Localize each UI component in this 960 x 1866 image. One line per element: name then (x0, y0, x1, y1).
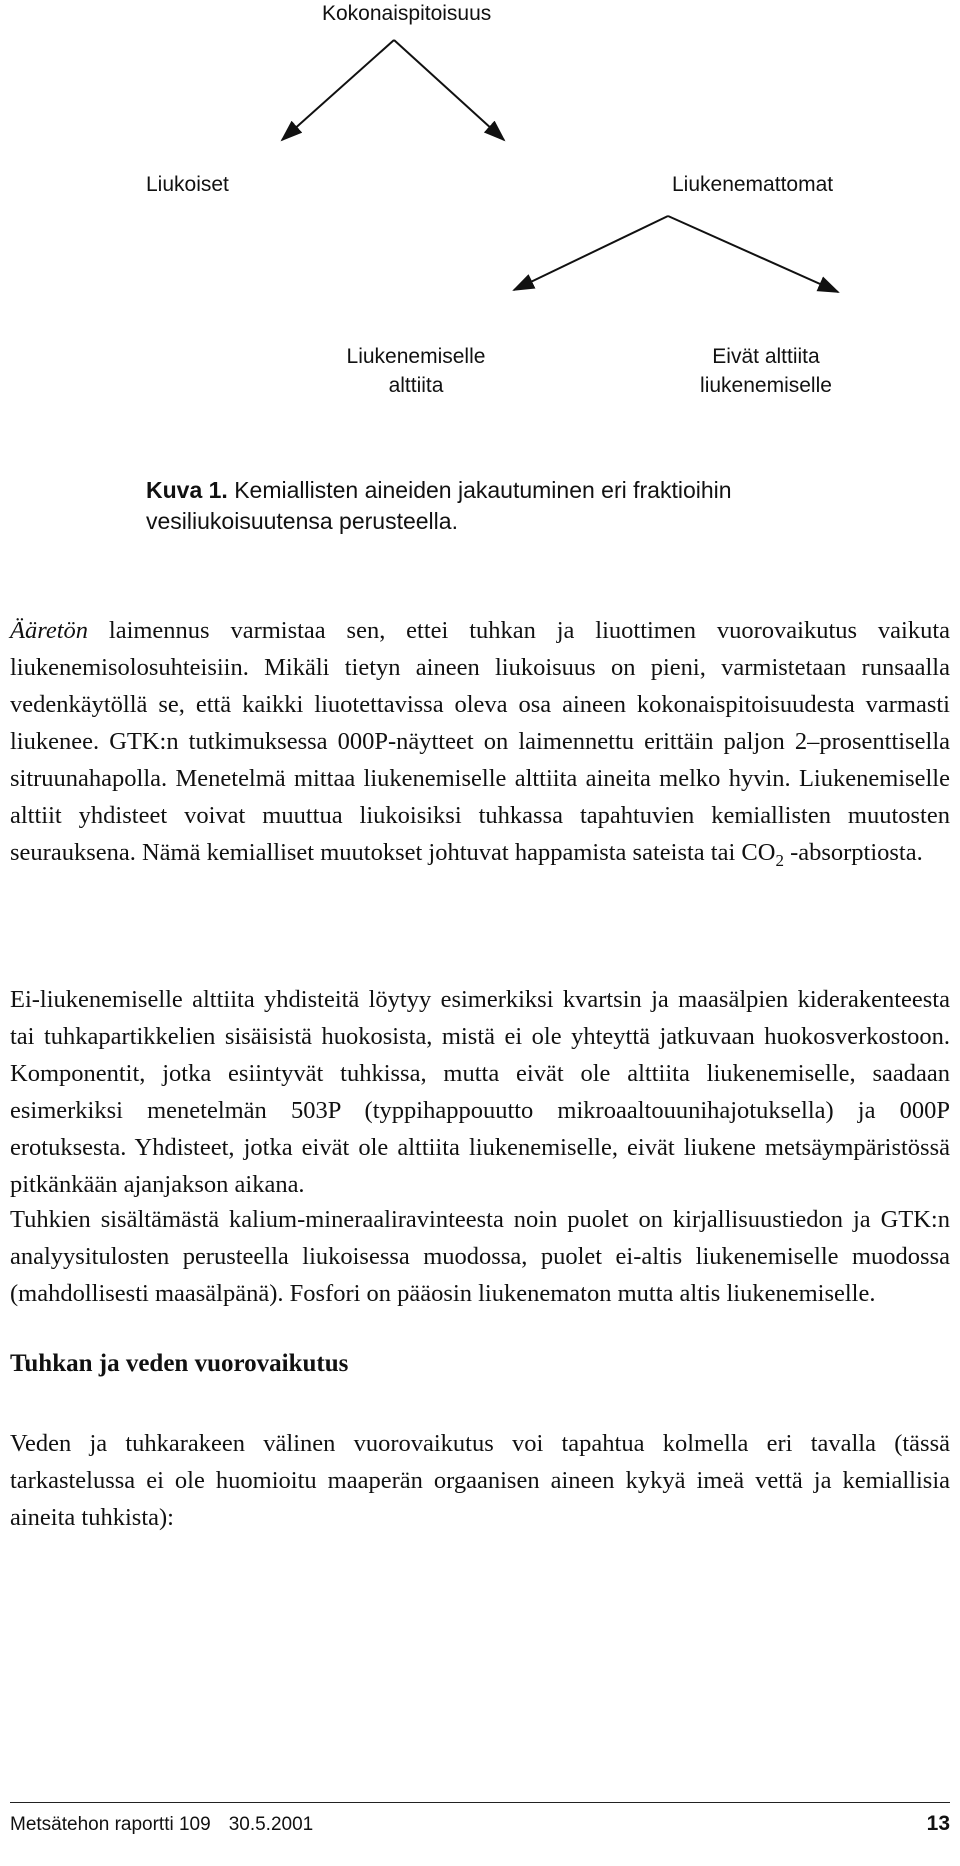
footer-date: 30.5.2001 (228, 1814, 314, 1835)
caption-label: Kuva 1. (146, 477, 228, 503)
node-soluble: Liukoiset (146, 173, 229, 196)
paragraph-1-text-b: -absorptiosta. (783, 839, 923, 866)
node-insoluble: Liukenemattomat (672, 173, 834, 196)
arrow-insoluble-right (668, 216, 838, 292)
caption-text-line2: vesiliukoisuutensa perusteella. (146, 508, 458, 534)
node-susceptible-line1: Liukenemiselle (346, 345, 486, 368)
paragraph-3: Tuhkien sisältämästä kalium-mineraaliravinteesta noin puolet on kirjallisuustiedon ja GTK:n analyysitulosten perusteella liukoisessa muodossa, puolet ei-altis liukenemiselle muodossa (mahdollisesti maasälpänä). Fosfori on pääosin liukenematon mutta altis liukenemiselle. (10, 1206, 950, 1307)
section-heading: Tuhkan ja veden vuorovaikutus (10, 1350, 349, 1377)
fraction-tree-diagram (0, 0, 960, 420)
paragraph-1-subscript: 2 (775, 850, 784, 870)
figure-caption (146, 475, 926, 537)
node-not-susceptible-line2: liukenemiselle (700, 374, 832, 397)
node-not-susceptible-line1: Eivät alttiita (712, 345, 820, 368)
footer-report: Metsätehon raportti 109 (10, 1814, 211, 1835)
paragraph-4: Veden ja tuhkarakeen välinen vuorovaikutus voi tapahtua kolmella eri tavalla (tässä tarkastelussa ei ole huomioitu maaperän orgaanisen aineen kykyä imeä vettä ja kemiallisia aineita tuhkista): (10, 1430, 950, 1531)
paragraph-1-italic: Ääretön (10, 617, 89, 644)
paragraph-2: Ei-liukenemiselle alttiita yhdisteitä löytyy esimerkiksi kvartsin ja maasälpien kiderakenteesta tai tuhkapartikkelien sisäisistä huokosista, mistä ei ole yhteyttä jatkuvaan huokosverkostoon. Komponentit, jotka esiintyvät tuhkissa, mutta eivät ole alttiita liukenemiselle, saadaan esimerkiksi menetelmän 503P (typpihappouutto mikroaaltouunihajotuksella) ja 000P erotuksesta. Yhdisteet, jotka eivät ole alttiita liukenemiselle, eivät liukene metsäympäristössä pitkänkään ajanjakson aikana. (10, 986, 950, 1198)
caption-line1 (146, 475, 926, 506)
page-number: 13 (926, 1812, 950, 1835)
node-total-content: Kokonaispitoisuus (322, 2, 492, 25)
node-not-susceptible (681, 342, 851, 400)
arrow-insoluble-left (514, 216, 668, 290)
paragraph-1 (10, 612, 950, 879)
node-susceptible (336, 342, 496, 400)
footer-rule (10, 1802, 950, 1803)
caption-text-line1: Kemiallisten aineiden jakautuminen eri fraktioihin (227, 477, 732, 503)
paragraph-1-text-a: laimennus varmistaa sen, ettei tuhkan ja liuottimen vuorovaikutus vaikuta liukenemisolosuhteisiin. Mikäli tietyn aineen liukoisuus on pieni, varmistetaan runsaalla vedenkäytöllä se, että kaikki liuotettavissa oleva osa aineen kokonaispitoisuudesta varmasti liukenee. GTK:n tutkimuksessa 000P-näytteet on laimennettu erittäin paljon 2–prosenttisella sitruunahapolla. Menetelmä mittaa liukenemiselle alttiita aineita melko hyvin. Liukenemiselle alttiit yhdisteet voivat muuttua liukoisiksi tuhkassa tapahtuvien kemiallisten muutosten seurauksena. Nämä kemialliset muutokset johtuvat happamista sateista tai CO (10, 617, 950, 866)
footer-info (10, 1814, 313, 1836)
node-susceptible-line2: alttiita (388, 374, 444, 397)
arrow-root-right (394, 40, 504, 140)
arrow-root-left (282, 40, 394, 140)
